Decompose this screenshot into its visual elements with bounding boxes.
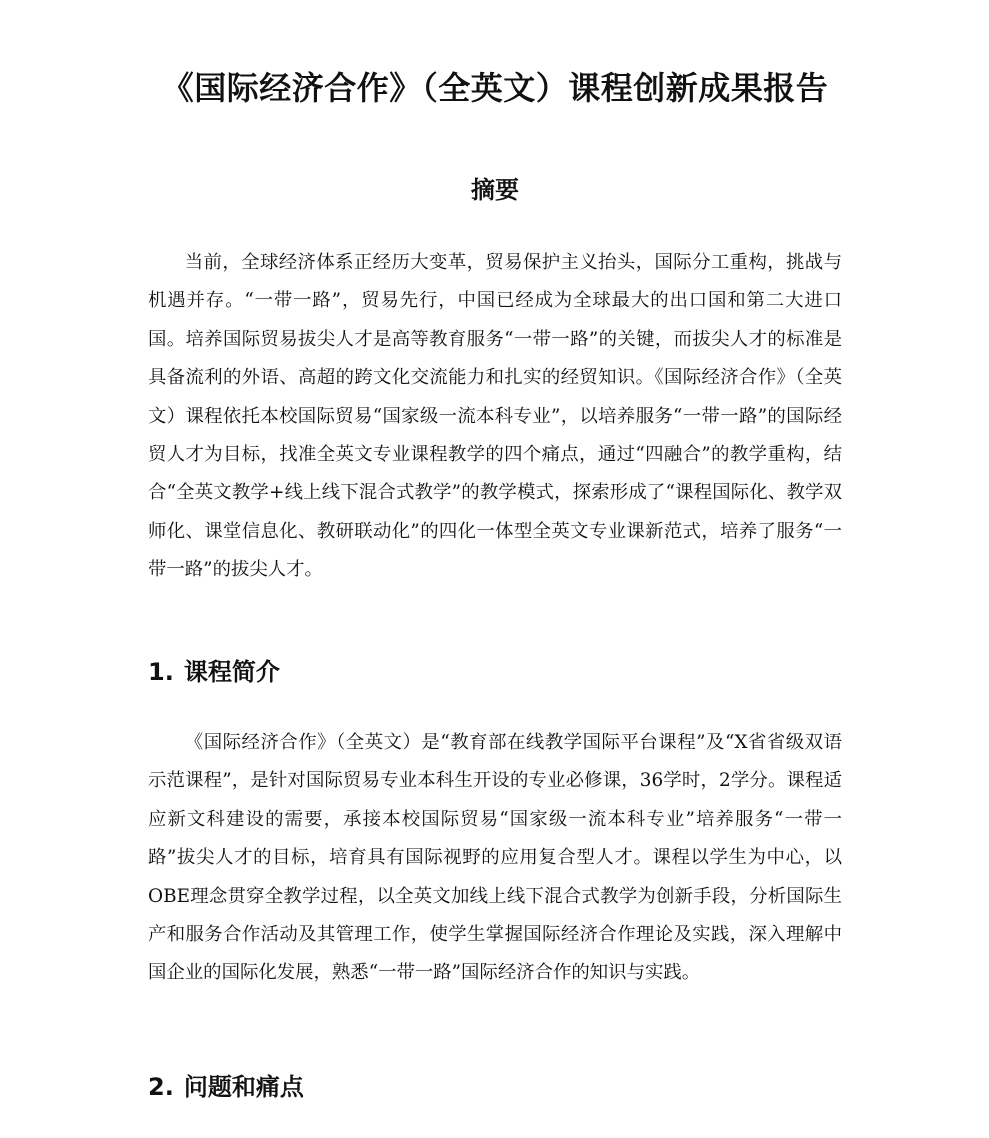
section-number: 2. xyxy=(148,1073,174,1101)
document-title: 《国际经济合作》（全英文）课程创新成果报告 xyxy=(161,69,829,107)
section-heading-course-intro xyxy=(148,652,842,692)
section-heading-problems xyxy=(148,1067,842,1107)
section-title: 问题和痛点 xyxy=(183,1073,304,1101)
course-intro-paragraph: 《国际经济合作》（全英文）是“教育部在线教学国际平台课程”及“X省省级双语示范课程”，是针对国际贸易专业本科生开设的专业必修课，36学时，2学分。课程适应新文科建设的需要，承接本校国际贸易“国家级一流本科专业”培养服务“一带一路”拔尖人才的目标，培育具有国际视野的应用复合型人才。课程以学生为中心，以OBE理念贯穿全教学过程，以全英文加线上线下混合式教学为创新手段，分析国际生产和服务合作活动及其管理工作，使学生掌握国际经济合作理论及实践，深入理解中国企业的国际化发展，熟悉“一带一路”国际经济合作的知识与实践。 xyxy=(148,732,842,984)
section-title: 课程简介 xyxy=(183,658,280,686)
section-number: 1. xyxy=(148,658,174,686)
abstract-heading: 摘要 xyxy=(471,176,519,204)
abstract-paragraph: 当前，全球经济体系正经历大变革，贸易保护主义抬头，国际分工重构，挑战与机遇并存。“一带一路”，贸易先行，中国已经成为全球最大的出口国和第二大进口国。培养国际贸易拔尖人才是高等教育服务“一带一路”的关键，而拔尖人才的标准是具备流利的外语、高超的跨文化交流能力和扎实的经贸知识。《国际经济合作》（全英文）课程依托本校国际贸易“国家级一流本科专业”，以培养服务“一带一路”的国际经贸人才为目标，找准全英文专业课程教学的四个痛点，通过“四融合”的教学重构，结合“全英文教学+线上线下混合式教学”的教学模式，探索形成了“课程国际化、教学双师化、课堂信息化、教研联动化”的四化一体型全英文专业课新范式，培养了服务“一带一路”的拔尖人才。 xyxy=(148,252,842,581)
